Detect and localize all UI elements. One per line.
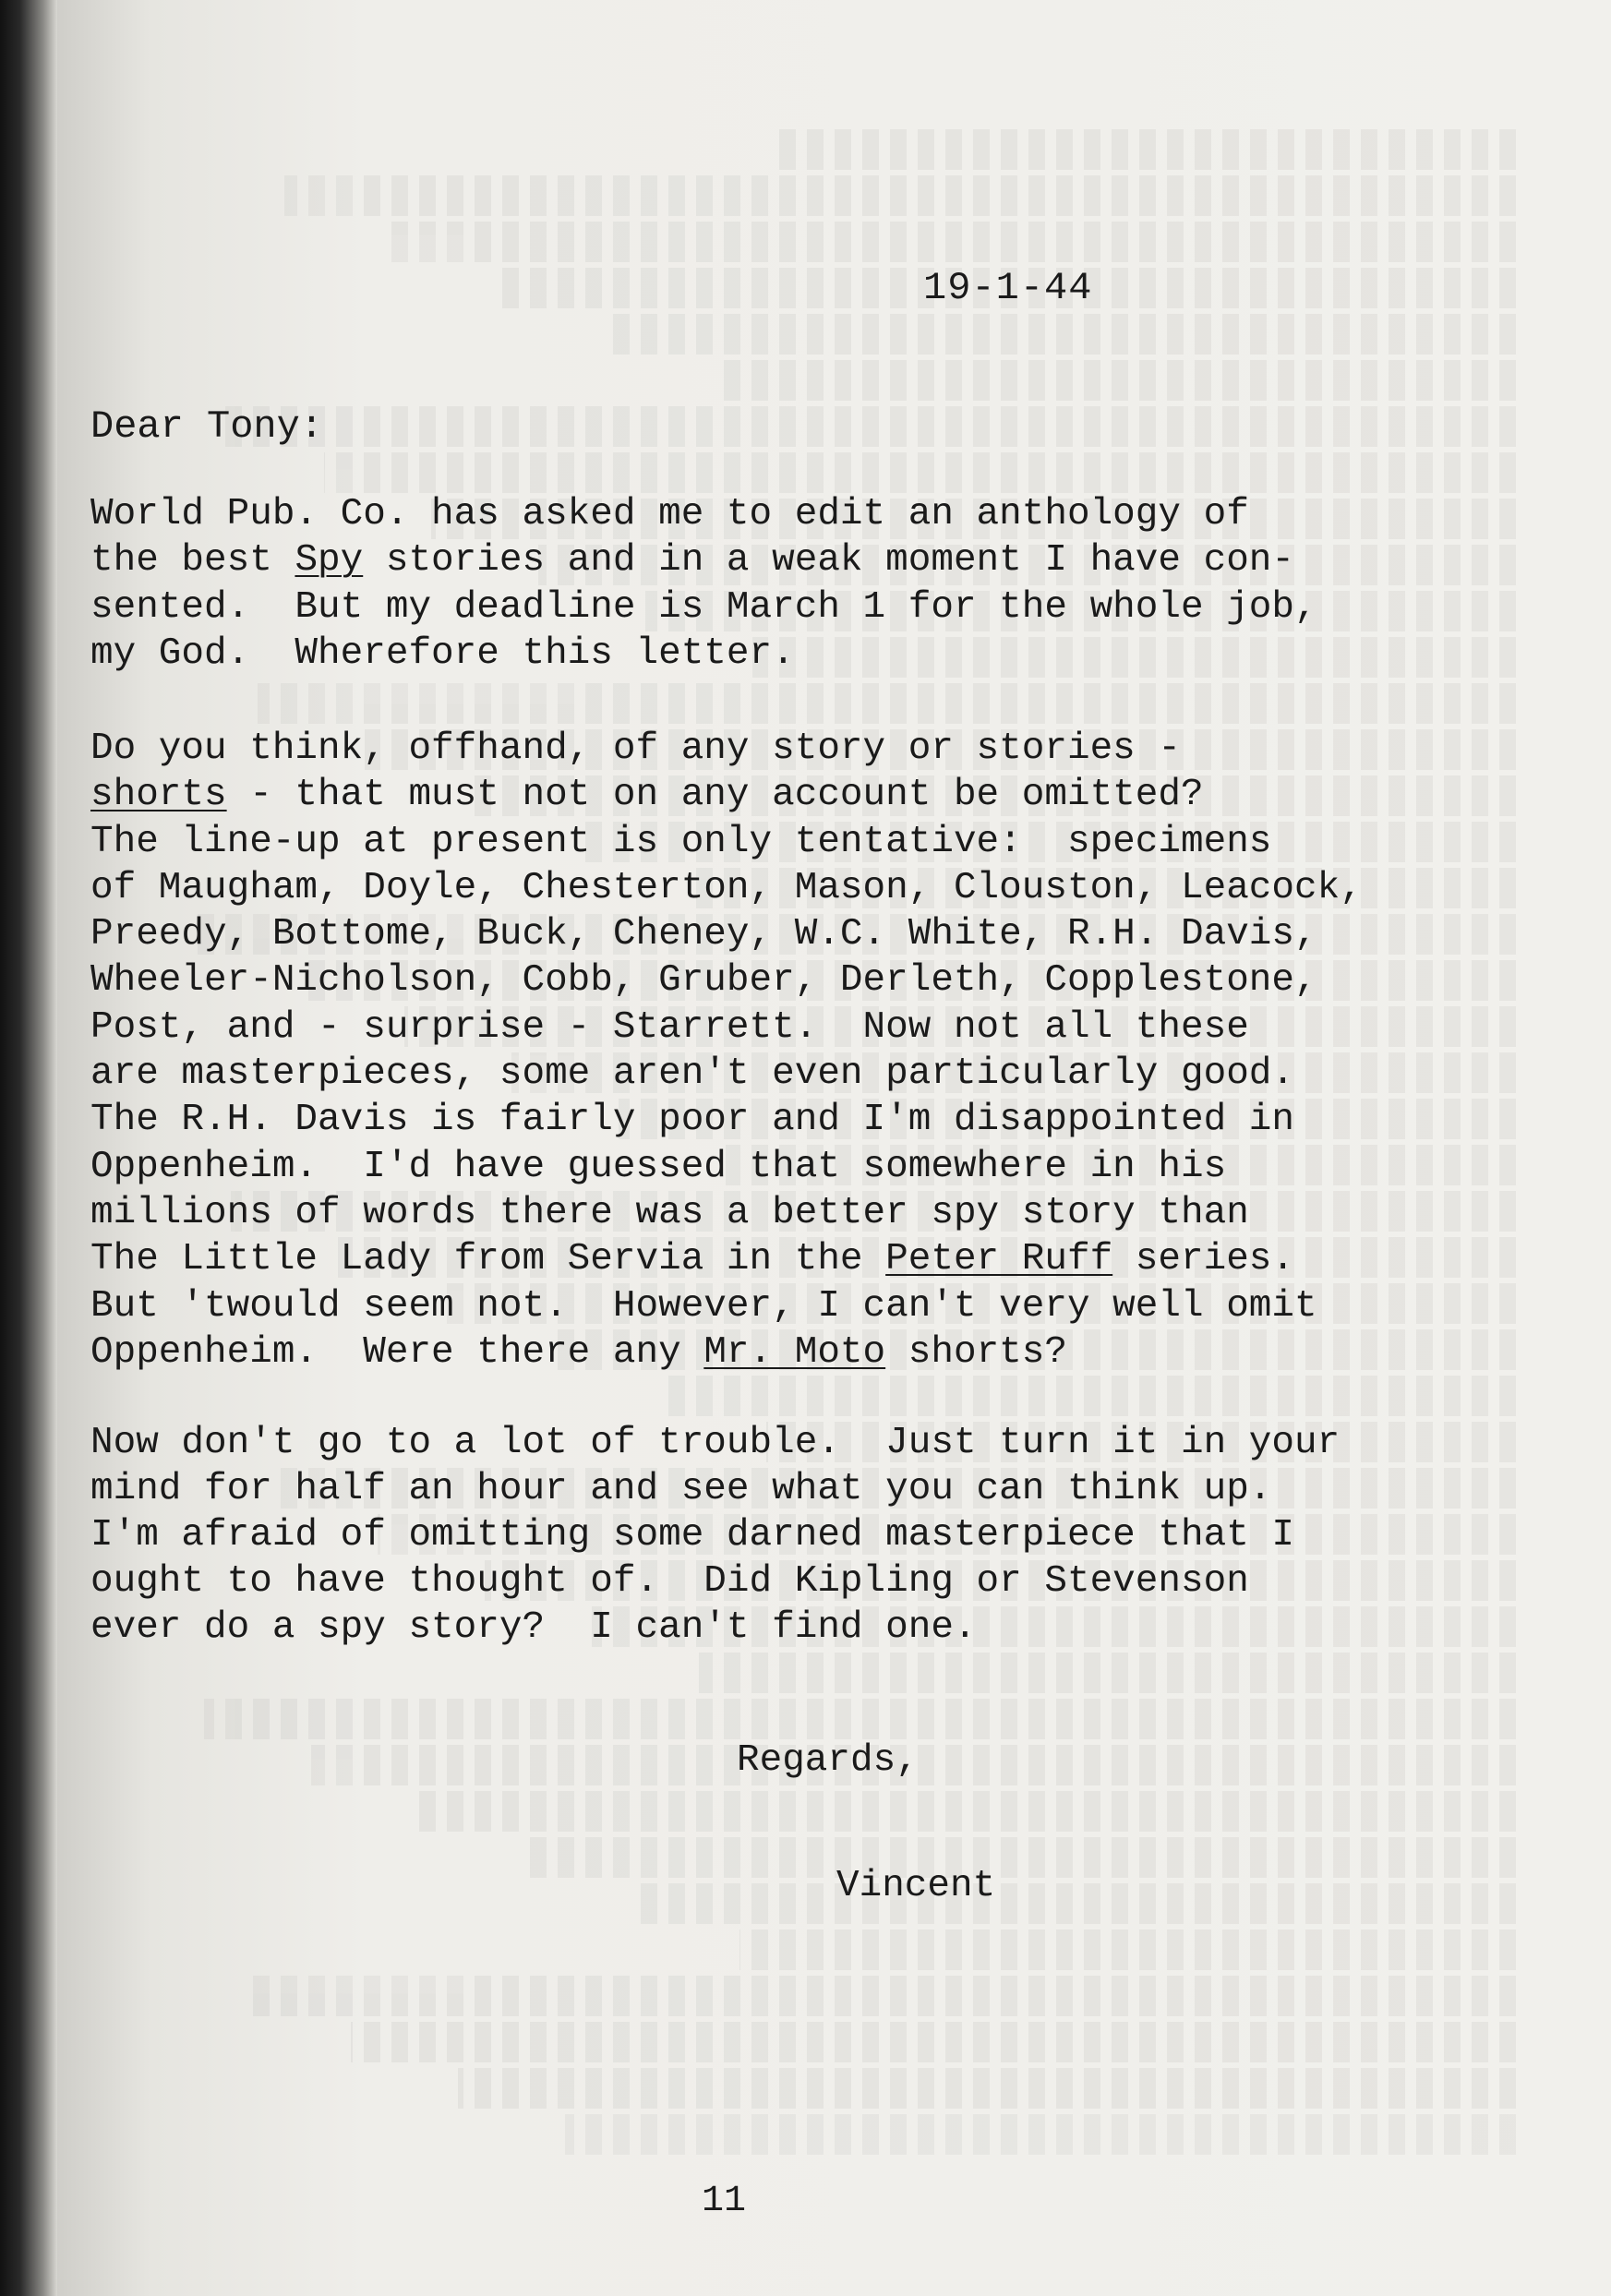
underlined-text: Peter Ruff <box>885 1238 1113 1281</box>
show-through-line <box>659 1376 1516 1416</box>
book-spine-shadow <box>0 0 57 2296</box>
text-line <box>90 1420 1340 1466</box>
text-run: The R.H. Davis is fairly poor and I'm disappointed in <box>90 1099 1295 1142</box>
text-run: series. <box>1112 1238 1295 1281</box>
text-run: Now don't go to a lot of trouble. Just turn it in your <box>90 1422 1340 1464</box>
paragraph-2 <box>90 726 1363 1376</box>
text-line <box>90 1329 1363 1376</box>
text-run: Post, and - surprise - Starrett. Now not all these <box>90 1005 1249 1049</box>
underlined-text: Mr. Moto <box>703 1330 886 1374</box>
text-line <box>90 631 1317 677</box>
text-run: Do you think, offhand, of any story or stories - <box>90 727 1181 770</box>
underlined-text: Spy <box>295 539 364 583</box>
text-line <box>90 1004 1363 1051</box>
text-line <box>90 911 1363 957</box>
text-line <box>90 1558 1340 1605</box>
show-through-line <box>525 1837 1516 1878</box>
show-through-line <box>606 314 1516 355</box>
show-through-line <box>218 406 1517 447</box>
text-run: millions of words there was a better spy story than <box>90 1191 1249 1234</box>
show-through-line <box>739 1929 1516 1970</box>
show-through-line <box>391 222 1516 262</box>
underlined-text: shorts <box>90 774 227 817</box>
text-run: Preedy, Bottome, Buck, Cheney, W.C. White, R.H. Davis, <box>90 913 1317 956</box>
show-through-line <box>204 1699 1516 1739</box>
letter-closing: Regards, <box>737 1739 919 1782</box>
text-line <box>90 1236 1363 1282</box>
text-run: I'm afraid of omitting some darned masterpiece that I <box>90 1514 1295 1557</box>
text-run: shorts? <box>885 1330 1067 1374</box>
text-run: The Little Lady from Servia in the <box>90 1238 886 1281</box>
letter-greeting: Dear Tony: <box>90 404 324 449</box>
show-through-line <box>325 452 1517 493</box>
text-line <box>90 584 1317 631</box>
page-number: 11 <box>702 2181 747 2222</box>
show-through-line <box>245 1976 1517 2016</box>
show-through-line <box>418 1791 1516 1832</box>
text-line <box>90 1190 1363 1236</box>
show-through-line <box>780 129 1517 170</box>
text-line <box>90 1097 1363 1143</box>
text-run: stories and in a weak moment I have con- <box>363 539 1295 583</box>
text-line <box>90 772 1363 818</box>
text-run: the best <box>90 539 295 583</box>
paragraph-1 <box>90 491 1317 677</box>
text-run: are masterpieces, some aren't even particularly good. <box>90 1052 1295 1096</box>
text-line <box>90 1512 1340 1558</box>
show-through-line <box>566 2114 1517 2155</box>
text-line <box>90 537 1317 583</box>
paragraph-3 <box>90 1420 1340 1651</box>
text-line <box>90 819 1363 865</box>
text-line <box>90 1605 1340 1651</box>
show-through-line <box>713 360 1516 401</box>
text-run: Wheeler-Nicholson, Cobb, Gruber, Derleth, Copplestone, <box>90 959 1317 1003</box>
text-line <box>90 1144 1363 1190</box>
text-run: of Maugham, Doyle, Chesterton, Mason, Clouston, Leacock, <box>90 866 1363 909</box>
text-run: sented. But my deadline is March 1 for the whole job, <box>90 585 1317 629</box>
text-line <box>90 491 1317 537</box>
letter-signature: Vincent <box>836 1865 996 1907</box>
text-line <box>90 1283 1363 1329</box>
show-through-line <box>258 683 1516 724</box>
text-line <box>90 865 1363 911</box>
text-run: my God. Wherefore this letter. <box>90 631 795 675</box>
show-through-line <box>632 1883 1516 1924</box>
letter-date: 19-1-44 <box>923 266 1093 310</box>
text-line <box>90 1466 1340 1512</box>
text-run: Oppenheim. I'd have guessed that somewhere in his <box>90 1145 1227 1188</box>
show-through-line <box>459 2068 1517 2109</box>
text-line <box>90 1051 1363 1097</box>
text-run: ever do a spy story? I can't find one. <box>90 1606 977 1649</box>
text-line <box>90 726 1363 772</box>
text-run: World Pub. Co. has asked me to edit an anthology of <box>90 493 1249 535</box>
text-run: Oppenheim. Were there any <box>90 1330 704 1374</box>
show-through-line <box>284 175 1516 216</box>
show-through-line <box>700 1653 1517 1693</box>
show-through-line <box>352 2022 1517 2062</box>
text-run: But 'twould seem not. However, I can't very well omit <box>90 1284 1317 1328</box>
text-line <box>90 957 1363 1004</box>
text-run: The line-up at present is only tentative: specimens <box>90 820 1272 863</box>
text-run: mind for half an hour and see what you can think up. <box>90 1468 1272 1510</box>
text-run: - that must not on any account be omitted? <box>226 774 1204 817</box>
text-run: ought to have thought of. Did Kipling or Stevenson <box>90 1560 1249 1603</box>
